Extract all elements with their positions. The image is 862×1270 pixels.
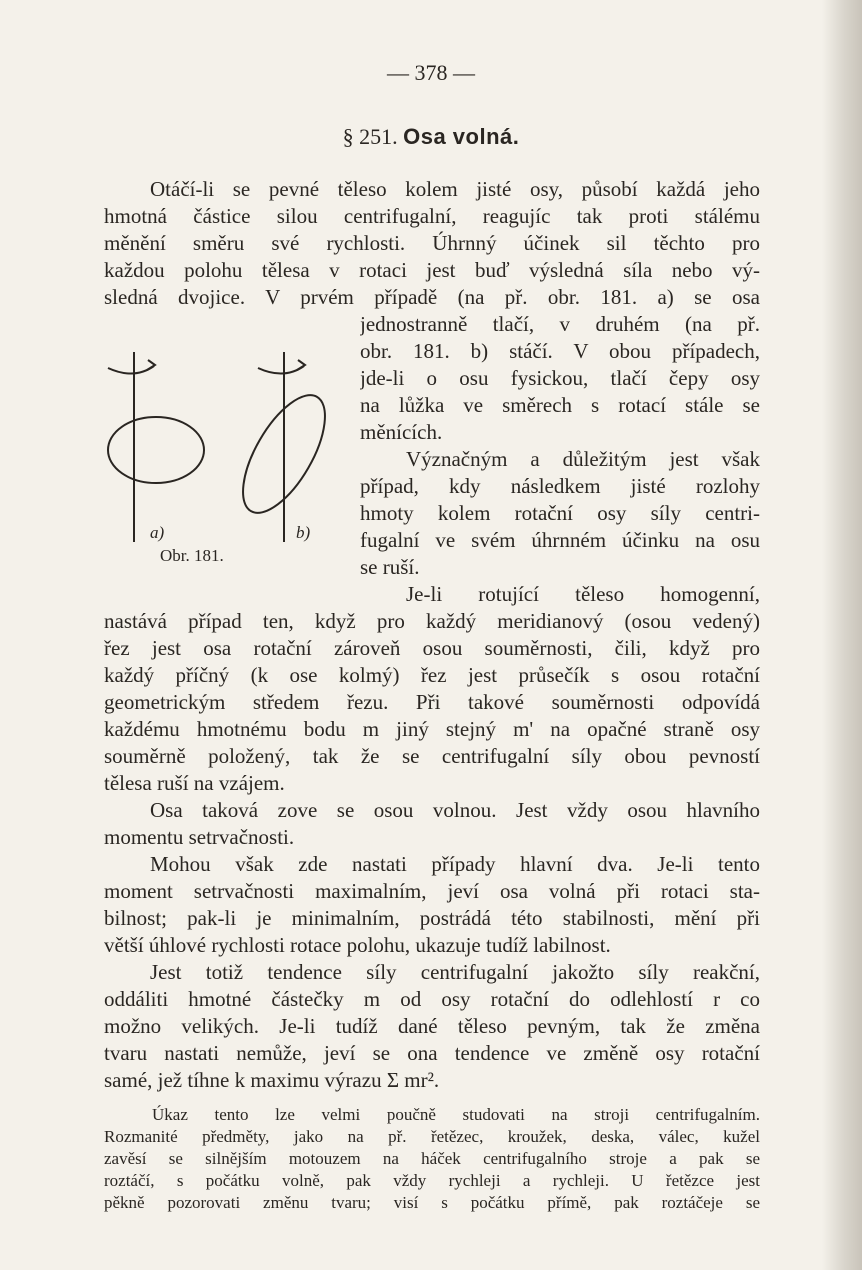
text-line: možno velikých. Je-li tudíž dané těleso pevným, tak že změna (104, 1014, 760, 1038)
section-mark: § 251. (342, 124, 398, 149)
figure-label-a: a) (150, 523, 165, 542)
text-line: každou polohu tělesa v rotaci jest buď výsledná síla nebo vý- (104, 258, 760, 282)
text-line: souměrně položený, tak že se centrifugalní síly obou pevností (104, 744, 760, 768)
text-line: bilnost; pak-li je minimalním, postrádá této stabilnosti, mění při (104, 906, 760, 930)
page-edge-shadow (822, 0, 862, 1270)
page-number: — 378 — (387, 60, 475, 85)
text-line: jde-li o osu fysickou, tlačí čepy osy (360, 366, 760, 390)
arrow-head-b (297, 360, 305, 370)
text-line: řez jest osa rotační zároveň osou souměrnosti, čili, když pro (104, 636, 760, 660)
note-line: pěkně pozorovati změnu tvaru; visí s počátku přímě, pak roztáčeje se (104, 1193, 760, 1212)
figure-caption: Obr. 181. (160, 546, 224, 565)
text-line: samé, jež tíhne k maximu výrazu Σ mr². (104, 1068, 440, 1092)
text-line: jednostranně tlačí, v druhém (na př. (360, 312, 760, 336)
figure-181 (100, 346, 340, 546)
text-line: na lůžka ve směrech s rotací stále se (360, 393, 760, 417)
note-line: Úkaz tento lze velmi poučně studovati na stroji centrifugalním. (152, 1105, 760, 1124)
text-line: oddáliti hmotné částečky m od osy rotační do odlehlostí r co (104, 987, 760, 1011)
text-line: měnění směru své rychlosti. Úhrnný účinek sil těchto pro (104, 231, 760, 255)
figure-label-b: b) (296, 523, 311, 542)
text-line: Mohou však zde nastati případy hlavní dva. Je-li tento (150, 852, 760, 876)
text-line: větší úhlové rychlosti rotace polohu, ukazuje tudíž labilnost. (104, 933, 611, 957)
text-line: případ, kdy následkem jisté rozlohy (360, 474, 760, 498)
text-line: každému hmotnému bodu m jiný stejný m' na opačné straně osy (104, 717, 760, 741)
note-line: zavěsí se silnějším motouzem na háček centrifugalního stroje a pak se (104, 1149, 760, 1168)
text-line: obr. 181. b) stáčí. V obou případech, (360, 339, 760, 363)
text-line: geometrickým středem řezu. Při takové souměrnosti odpovídá (104, 690, 760, 714)
note-line: roztáčí, s počátku volně, pak vždy rychleji a rychleji. U řetězce jest (104, 1171, 760, 1190)
text-line: každý příčný (k ose kolmý) řez jest průsečík s osou rotační (104, 663, 760, 687)
text-line: nastává případ ten, když pro každý meridianový (osou vedený) (104, 609, 760, 633)
text-line: momentu setrvačnosti. (104, 825, 295, 849)
arrow-head-a (147, 360, 155, 370)
text-line: Jest totiž tendence síly centrifugalní jakožto síly reakční, (150, 960, 760, 984)
text-line: Osa taková zove se osou volnou. Jest vždy osou hlavního (150, 798, 760, 822)
text-line: fugalní ve svém úhrnném účinku na osu (360, 528, 760, 552)
text-line: měnících. (360, 420, 443, 444)
text-line: tělesa ruší na vzájem. (104, 771, 285, 795)
text-line: sledná dvojice. V prvém případě (na př. obr. 181. a) se osa (104, 285, 760, 309)
text-line: moment setrvačnosti maximalním, jeví osa volná při rotaci sta- (104, 879, 760, 903)
text-line: hmotná částice silou centrifugalní, reagujíc tak proti stálému (104, 204, 760, 228)
section-heading (0, 124, 862, 150)
section-title: Osa volná. (403, 124, 520, 149)
ellipse-a (108, 417, 204, 483)
text-line: hmoty kolem rotační osy síly centri- (360, 501, 760, 525)
text-line: Je-li rotující těleso homogenní, (406, 582, 760, 606)
text-line: se ruší. (360, 555, 420, 579)
text-line: Význačným a důležitým jest však (406, 447, 760, 471)
text-line: Otáčí-li se pevné těleso kolem jisté osy, působí každá jeho (150, 177, 760, 201)
note-line: Rozmanité předměty, jako na př. řetězec, kroužek, deska, válec, kužel (104, 1127, 760, 1146)
text-line: tvaru nastati nemůže, jeví se ona tendence ve změně osy rotační (104, 1041, 760, 1065)
